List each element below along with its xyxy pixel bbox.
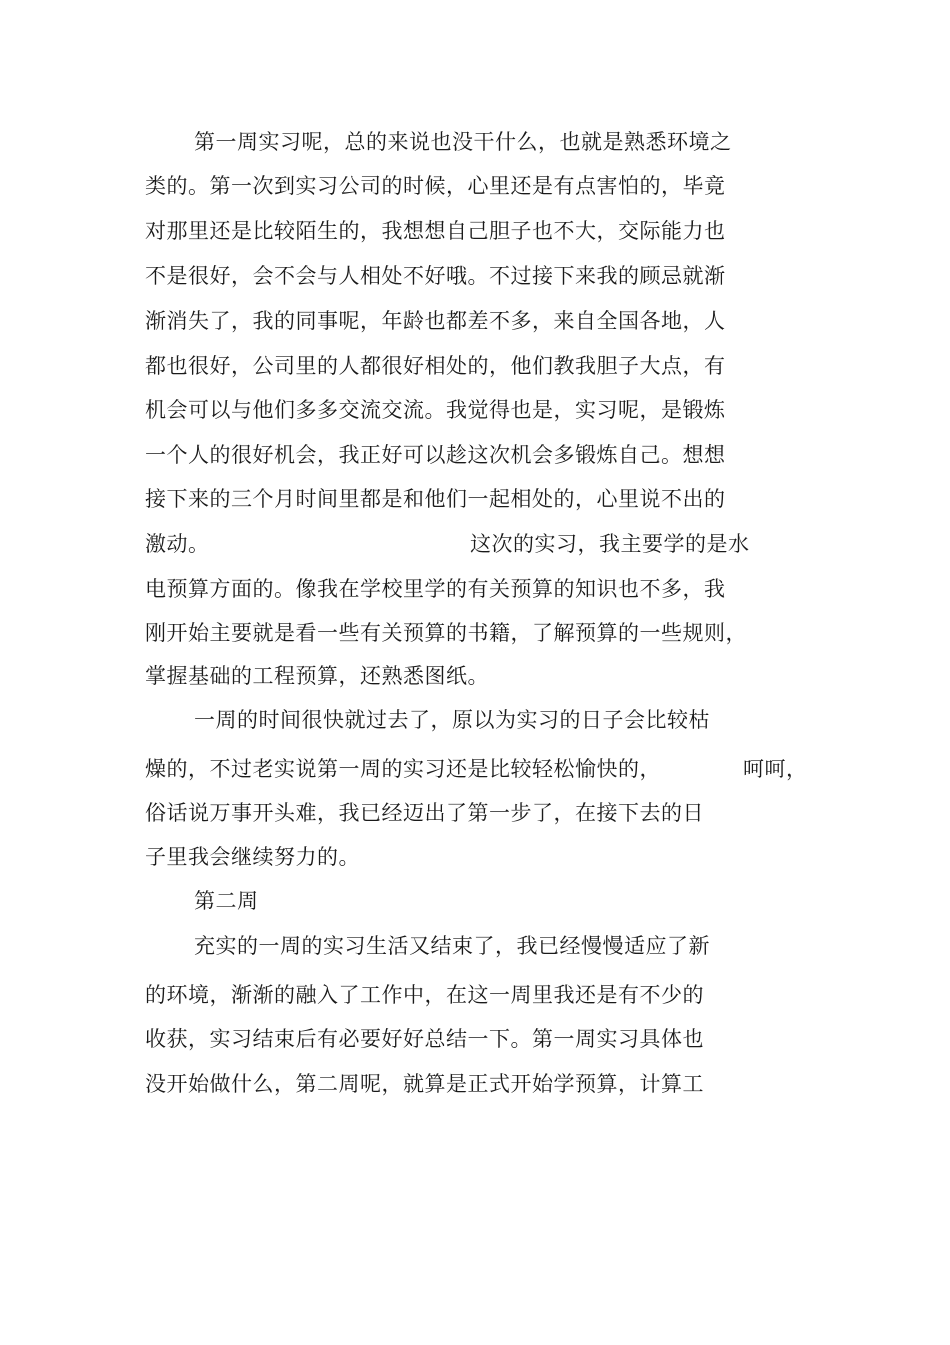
paragraph-line: 的环境，渐渐的融入了工作中，在这一周里我还是有不少的 [145,983,704,1007]
paragraph-line: 激动。 [145,532,210,556]
paragraph-line: 都也很好，公司里的人都很好相处的，他们教我胆子大点，有 [145,354,726,378]
paragraph-line: 充实的一周的实习生活又结束了，我已经慢慢适应了新 [194,934,710,958]
paragraph-line: 对那里还是比较陌生的，我想想自己胆子也不大，交际能力也 [145,219,726,243]
paragraph-line: 子里我会继续努力的。 [145,845,360,869]
section-heading: 第二周 [194,889,259,913]
paragraph-line: 掌握基础的工程预算，还熟悉图纸。 [145,664,489,688]
paragraph-line: 电预算方面的。像我在学校里学的有关预算的知识也不多，我 [145,577,726,601]
paragraph-line: 第一周实习呢，总的来说也没干什么，也就是熟悉环境之 [194,130,732,154]
paragraph-line: 俗话说万事开头难，我已经迈出了第一步了，在接下去的日 [145,801,704,825]
paragraph-line: 收获，实习结束后有必要好好总结一下。第一周实习具体也 [145,1027,704,1051]
paragraph-line: 没开始做什么，第二周呢，就算是正式开始学预算，计算工 [145,1072,704,1096]
paragraph-line: 刚开始主要就是看一些有关预算的书籍，了解预算的一些规则， [145,621,747,645]
paragraph-line: 渐消失了，我的同事呢，年龄也都差不多，来自全国各地，人 [145,309,726,333]
paragraph-line: 机会可以与他们多多交流交流。我觉得也是，实习呢，是锻炼 [145,398,726,422]
paragraph-line-continuation: 这次的实习，我主要学的是水 [470,532,750,556]
paragraph-line: 一周的时间很快就过去了，原以为实习的日子会比较枯 [194,708,710,732]
paragraph-line: 不是很好，会不会与人相处不好哦。不过接下来我的顾忌就渐 [145,264,726,288]
paragraph-line: 类的。第一次到实习公司的时候，心里还是有点害怕的，毕竟 [145,174,726,198]
paragraph-line-continuation: 呵呵， [743,757,808,781]
paragraph-line: 燥的，不过老实说第一周的实习还是比较轻松愉快的， [145,757,661,781]
paragraph-line: 接下来的三个月时间里都是和他们一起相处的，心里说不出的 [145,487,726,511]
paragraph-line: 一个人的很好机会，我正好可以趁这次机会多锻炼自己。想想 [145,443,726,467]
